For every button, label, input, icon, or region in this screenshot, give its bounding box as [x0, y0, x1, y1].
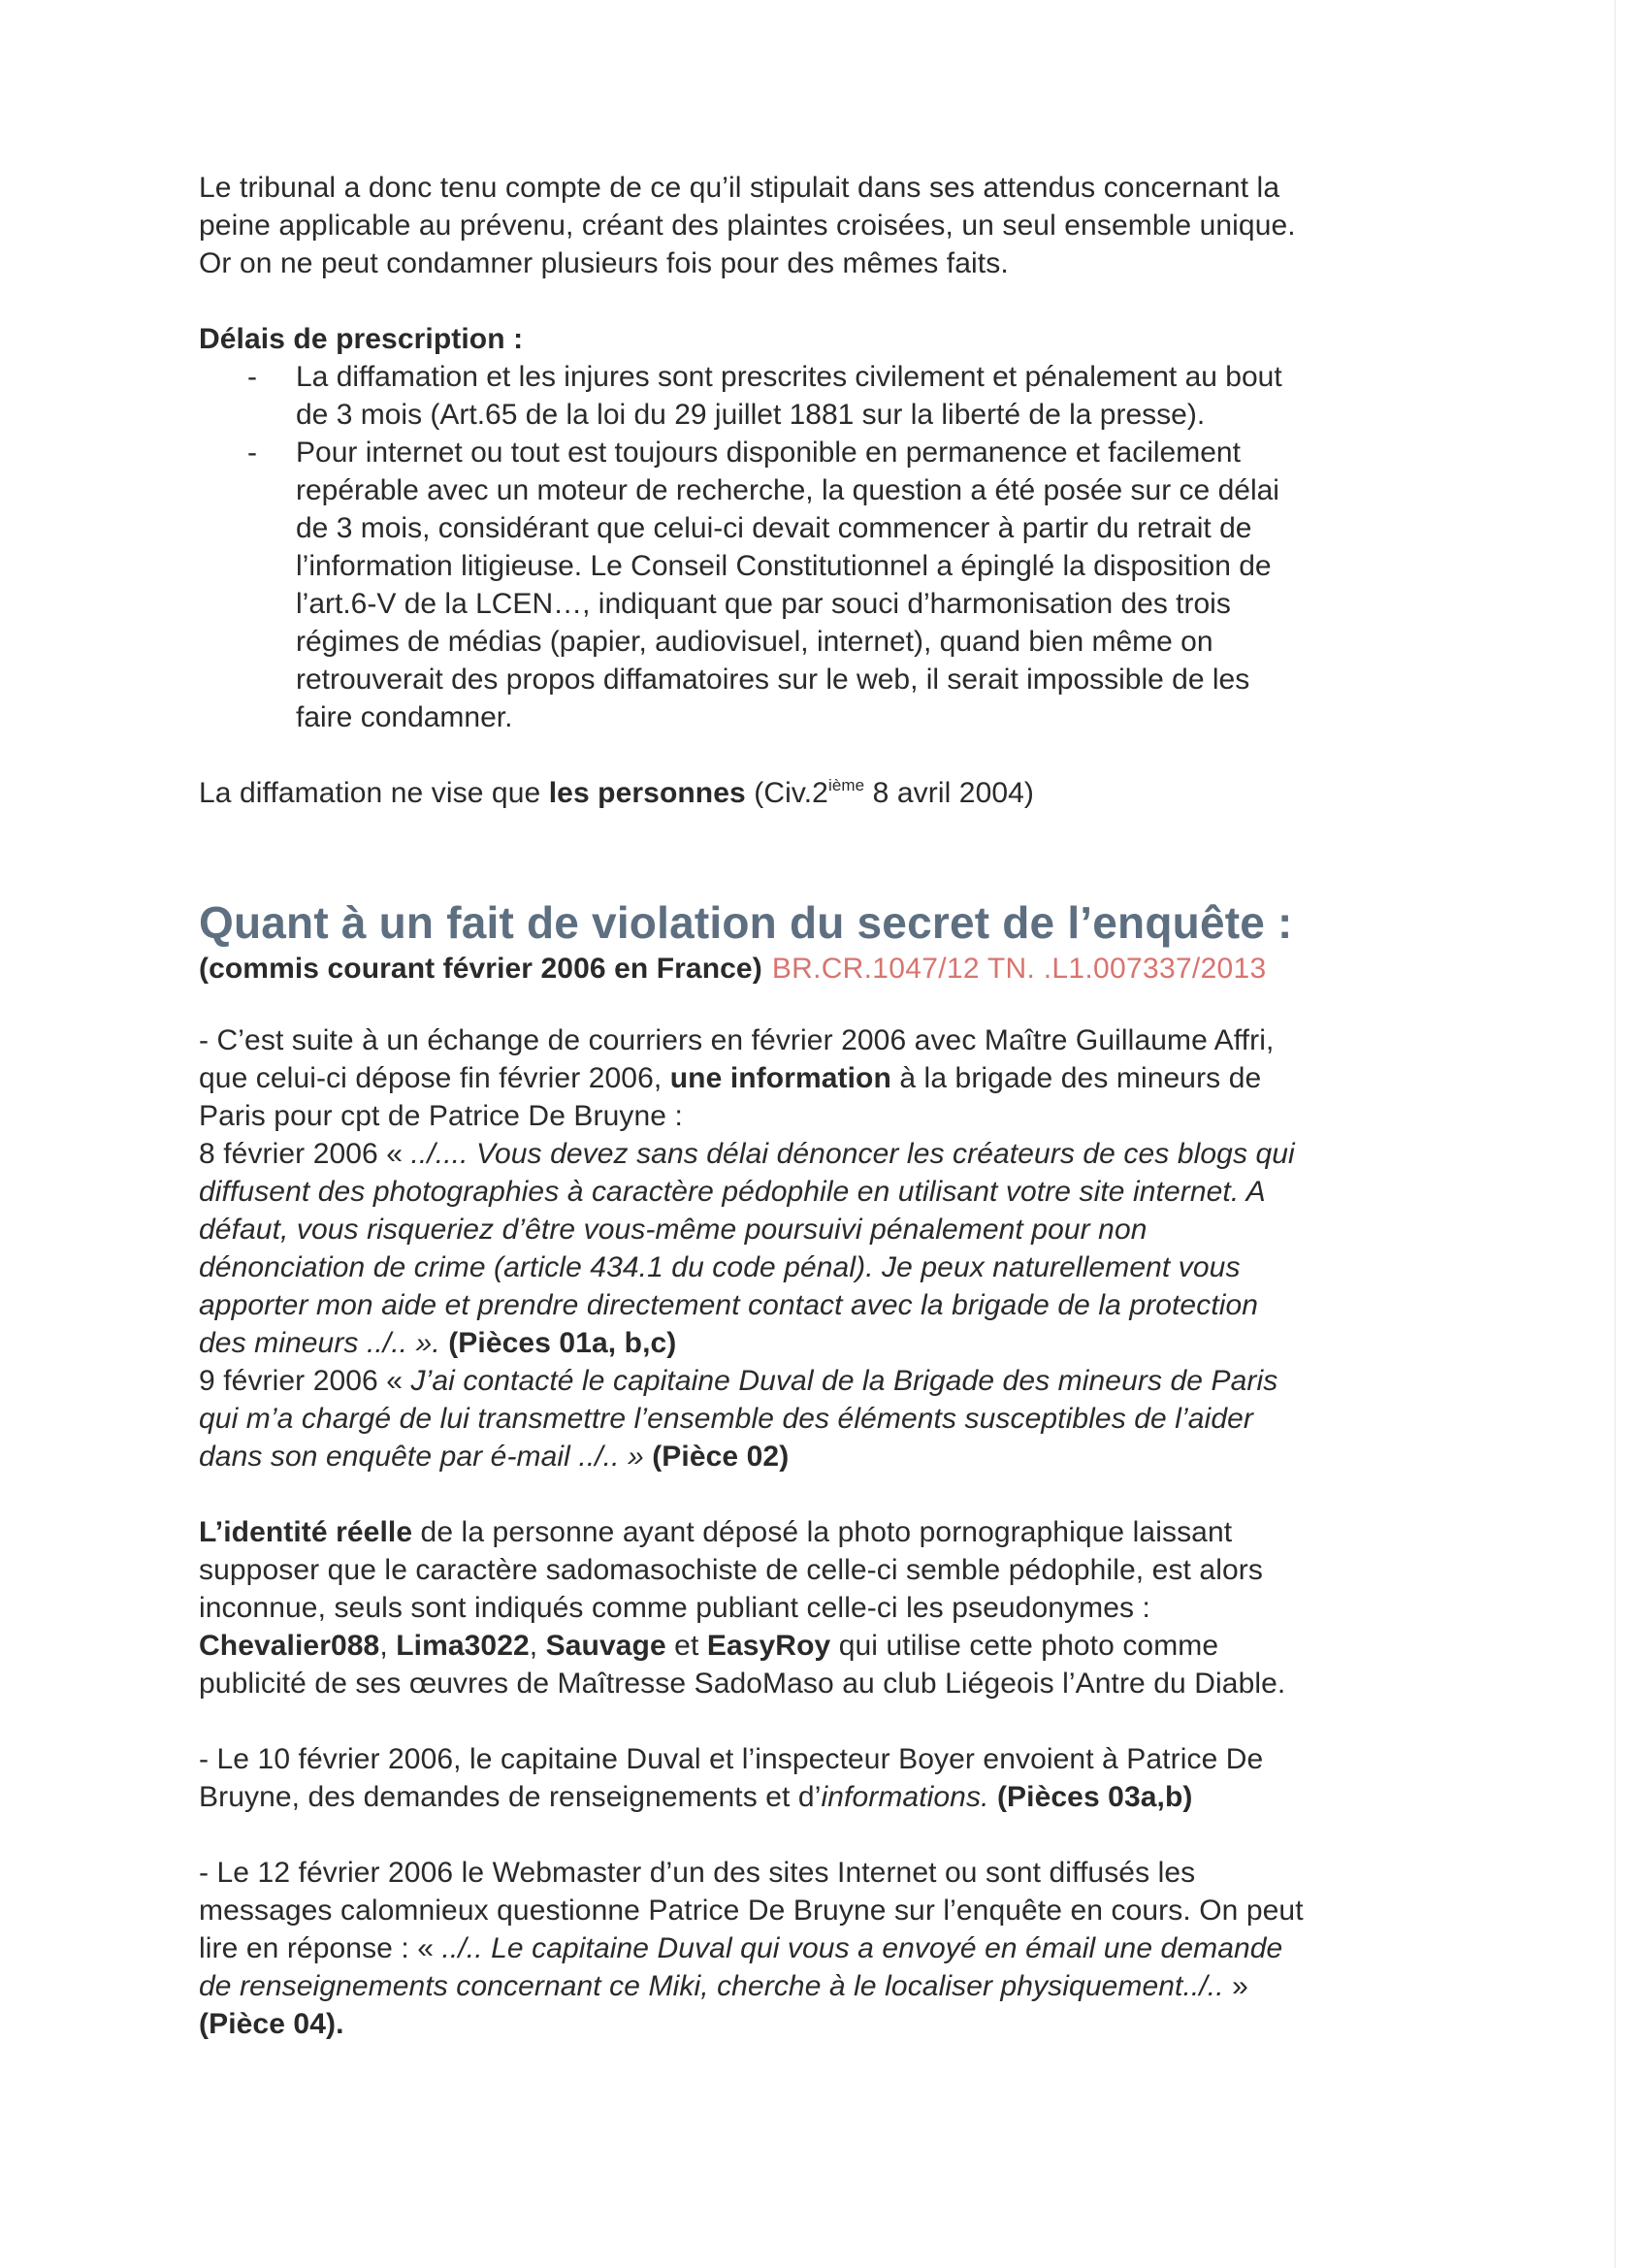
- text-span: »: [1223, 1970, 1248, 2002]
- text-line: [199, 1929, 1460, 1967]
- prescription-item-cont: [199, 547, 1460, 585]
- text-line: repérable avec un moteur de recherche, la question a été posée sur ce délai: [296, 474, 1279, 506]
- text-line: Pour internet ou tout est toujours disponible en permanence et facilement: [296, 437, 1241, 469]
- text-span: 8 avril 2004): [864, 777, 1035, 809]
- text-line: peine applicable au prévenu, créant des plaintes croisées, un seul ensemble unique.: [199, 210, 1296, 242]
- text-line: de 3 mois (Art.65 de la loi du 29 juillet 1881 sur la liberté de la presse).: [296, 399, 1206, 431]
- text-span: que celui-ci dépose fin février 2006,: [199, 1062, 670, 1094]
- text-line: - C’est suite à un échange de courriers en février 2006 avec Maître Guillaume Affri,: [199, 1024, 1275, 1056]
- prescription-item-cont: [199, 661, 1460, 698]
- quote-line: qui m’a chargé de lui transmettre l’ensemble des éléments susceptibles de l’aider: [199, 1403, 1253, 1435]
- scan-edge-line: [1614, 0, 1616, 2268]
- pseudonym: EasyRoy: [706, 1630, 831, 1662]
- pseudonym: Lima3022: [396, 1630, 530, 1662]
- quote-text: de renseignements concernant ce Miki, cherche à le localiser physiquement../..: [199, 1970, 1224, 2002]
- prescription-item: [199, 434, 1460, 471]
- text-line: [199, 1513, 1460, 1551]
- paragraph-courriers: [199, 1021, 1460, 1475]
- quote-date: 8 février 2006 «: [199, 1138, 411, 1170]
- paragraph-12-fevrier: [199, 1854, 1460, 2043]
- text-line: [199, 1324, 1460, 1362]
- quote-line: diffusent des photographies à caractère pédophile en utilisant votre site internet. A: [199, 1176, 1266, 1208]
- text-line: - Le 10 février 2006, le capitaine Duval et l’inspecteur Boyer envoient à Patrice De: [199, 1743, 1264, 1775]
- prescription-item-cont: [199, 471, 1460, 509]
- paragraph-10-fevrier: [199, 1740, 1460, 1816]
- text-line: régimes de médias (papier, audiovisuel, internet), quand bien même on: [296, 626, 1213, 658]
- quote-text: ../.... Vous devez sans délai dénoncer les créateurs de ces blogs qui: [410, 1138, 1295, 1170]
- text-line: messages calomnieux questionne Patrice De Bruyne sur l’enquête en cours. On peut: [199, 1895, 1304, 1927]
- separator: ,: [379, 1630, 397, 1662]
- prescription-title: Délais de prescription :: [199, 323, 524, 355]
- bold-span: L’identité réelle: [199, 1516, 413, 1548]
- text-line: Or on ne peut condamner plusieurs fois pour des mêmes faits.: [199, 247, 1009, 279]
- quote-text: ../.. Le capitaine Duval qui vous a envoyé en émail une demande: [441, 1932, 1283, 1964]
- text-line: - Le 12 février 2006 le Webmaster d’un des sites Internet ou sont diffusés les: [199, 1857, 1196, 1889]
- text-line: [199, 1059, 1460, 1097]
- text-span: La diffamation ne vise que: [199, 777, 549, 809]
- text-line: [199, 1438, 1460, 1475]
- quote-date: 9 février 2006 «: [199, 1365, 411, 1397]
- text-line: Paris pour cpt de Patrice De Bruyne :: [199, 1100, 683, 1132]
- pseudonym: Chevalier088: [199, 1630, 380, 1662]
- text-line: [199, 1135, 1460, 1173]
- text-line: supposer que le caractère sadomasochiste de celle-ci semble pédophile, est alors: [199, 1554, 1263, 1586]
- text-span: à la brigade des mineurs de: [890, 1062, 1262, 1094]
- prescription-item: [199, 358, 1460, 396]
- text-span: Bruyne, des demandes de renseignements et d’: [199, 1781, 822, 1813]
- intro-paragraph: [199, 169, 1460, 282]
- section-subheading: [199, 950, 1460, 988]
- italic-span: informations.: [821, 1781, 989, 1813]
- dash-bullet-icon: -: [247, 437, 257, 469]
- quote-text: dans son enquête par é-mail ../.. »: [199, 1441, 644, 1473]
- prescription-item-cont: [199, 623, 1460, 661]
- bold-span: une information: [669, 1062, 891, 1094]
- text-line: [199, 1778, 1460, 1816]
- separator: ,: [529, 1630, 546, 1662]
- prescription-item-cont: [199, 698, 1460, 736]
- exhibit-reference: (Pièces 03a,b): [988, 1781, 1193, 1813]
- document-page: [199, 169, 1460, 2081]
- text-line: [199, 1967, 1460, 2005]
- reference-codes: BR.CR.1047/12 TN. .L1.007337/2013: [771, 953, 1267, 985]
- text-line: La diffamation et les injures sont prescrites civilement et pénalement au bout: [296, 361, 1282, 393]
- bold-span: les personnes: [548, 777, 746, 809]
- text-line: [199, 1362, 1460, 1400]
- prescription-item-cont: [199, 585, 1460, 623]
- quote-text: des mineurs ../.. ».: [199, 1327, 440, 1359]
- prescription-item-cont: [199, 396, 1460, 434]
- persons-note: [199, 774, 1460, 812]
- subheading-text: (commis courant février 2006 en France): [199, 953, 762, 985]
- text-line: l’art.6-V de la LCEN…, indiquant que par souci d’harmonisation des trois: [296, 588, 1231, 620]
- exhibit-reference: (Pièces 01a, b,c): [439, 1327, 677, 1359]
- text-line: [199, 1627, 1460, 1665]
- separator: et: [665, 1630, 707, 1662]
- section-heading: Quant à un fait de violation du secret de l’enquête :: [199, 897, 1293, 948]
- text-span: de la personne ayant déposé la photo pornographique laissant: [412, 1516, 1233, 1548]
- text-line: inconnue, seuls sont indiqués comme publiant celle-ci les pseudonymes :: [199, 1592, 1150, 1624]
- text-line: Le tribunal a donc tenu compte de ce qu’il stipulait dans ses attendus concernant la: [199, 172, 1280, 204]
- pseudonym: Sauvage: [545, 1630, 666, 1662]
- text-span: lire en réponse : «: [199, 1932, 442, 1964]
- text-line: de 3 mois, considérant que celui-ci devait commencer à partir du retrait de: [296, 512, 1252, 544]
- text-line: faire condamner.: [296, 701, 513, 733]
- prescription-item-cont: [199, 509, 1460, 547]
- text-line: l’information litigieuse. Le Conseil Constitutionnel a épinglé la disposition de: [296, 550, 1272, 582]
- text-span: qui utilise cette photo comme: [830, 1630, 1219, 1662]
- superscript: ième: [827, 776, 865, 794]
- quote-line: défaut, vous risqueriez d’être vous-même poursuivi pénalement pour non: [199, 1214, 1148, 1246]
- quote-line: apporter mon aide et prendre directement contact avec la brigade de la protection: [199, 1289, 1259, 1321]
- exhibit-reference: (Pièce 02): [643, 1441, 790, 1473]
- dash-bullet-icon: -: [247, 361, 257, 393]
- exhibit-reference: (Pièce 04).: [199, 2008, 344, 2040]
- quote-text: J’ai contacté le capitaine Duval de la Brigade des mineurs de Paris: [410, 1365, 1278, 1397]
- text-span: (Civ.2: [745, 777, 828, 809]
- text-line: publicité de ses œuvres de Maîtresse SadoMaso au club Liégeois l’Antre du Diable.: [199, 1668, 1286, 1700]
- text-line: retrouverait des propos diffamatoires sur le web, il serait impossible de les: [296, 664, 1250, 696]
- prescription-list: [199, 358, 1460, 736]
- paragraph-identite: [199, 1513, 1460, 1702]
- prescription-section: [199, 320, 1460, 736]
- quote-line: dénonciation de crime (article 434.1 du code pénal). Je peux naturellement vous: [199, 1251, 1241, 1283]
